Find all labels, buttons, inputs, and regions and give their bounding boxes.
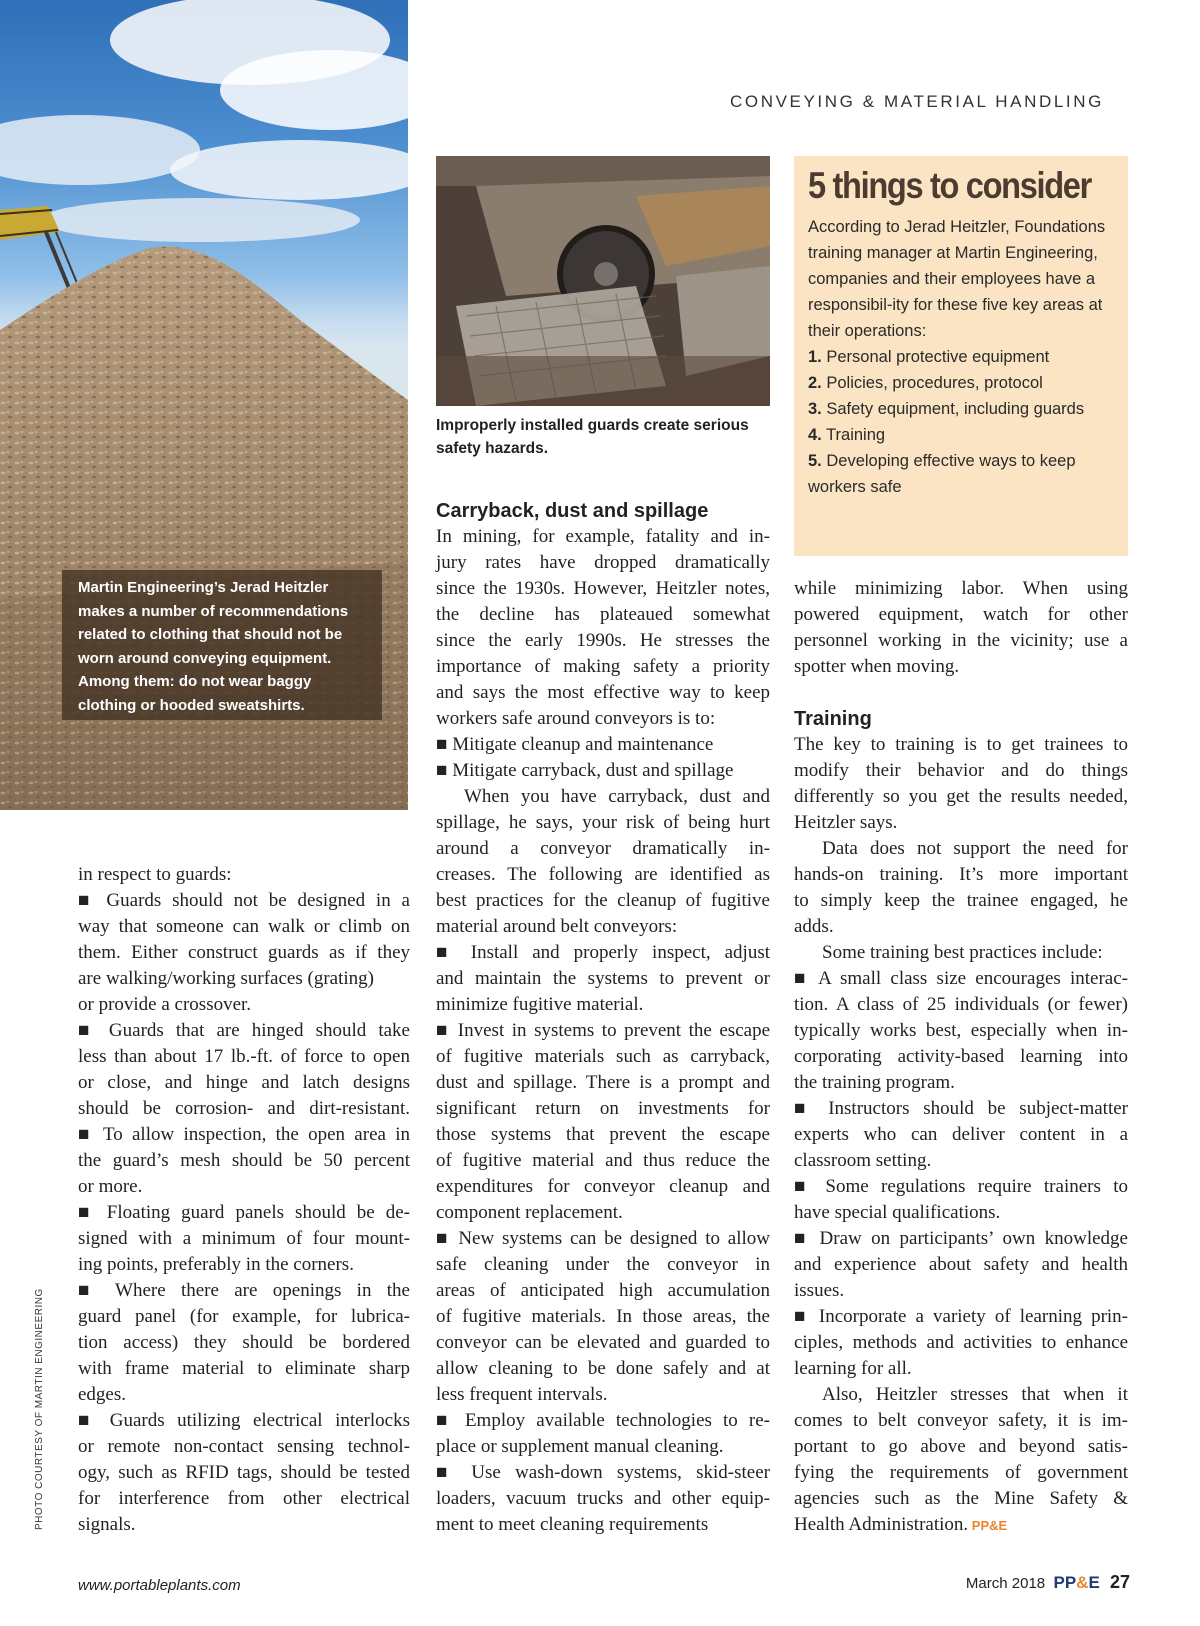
text-line: in respect to guards: [78, 864, 232, 885]
text-line: ment to meet cleaning requirements [436, 1514, 709, 1535]
text-line: the guard’s mesh should be 50 percent [78, 1150, 410, 1171]
list-item: 1. Personal protective equipment [808, 348, 1050, 366]
article-column-1 [78, 862, 410, 1538]
section-title: CONVEYING & MATERIAL HANDLING [730, 92, 1104, 111]
text-line: powered equipment, watch for other [794, 604, 1128, 625]
text-line: Also, Heitzler stresses that when it [822, 1384, 1128, 1405]
text-line: ciples, methods and activities to enhance [794, 1332, 1128, 1353]
text-line: and experience about safety and health [794, 1254, 1128, 1275]
text-line: less than about 17 lb.-ft. of force to open [78, 1046, 410, 1067]
heading-training: Training [794, 708, 872, 730]
text-line: loaders, vacuum trucks and other equip- [436, 1488, 770, 1509]
text-line: issues. [794, 1280, 845, 1301]
text-line: of fugitive materials such as carryback, [436, 1046, 770, 1067]
text-line: differently so you get the results needed, [794, 786, 1128, 807]
text-line: portant to go above and beyond satis- [794, 1436, 1128, 1457]
text-line: typically works best, especially when in- [794, 1020, 1128, 1041]
list-item: 4. Training [808, 426, 886, 444]
text-line: of fugitive material and thus reduce the [436, 1150, 770, 1171]
magazine-e: E [1088, 1573, 1100, 1592]
text-line: guard panel (for example, for lubrica- [78, 1306, 410, 1327]
column-3-body-a [794, 576, 1128, 680]
text-line: In mining, for example, fatality and in- [436, 526, 770, 547]
text-line: signals. [78, 1514, 136, 1535]
text-line: ogy, such as RFID tags, should be tested [78, 1462, 410, 1483]
text-line: ■ Incorporate a variety of learning prin- [794, 1306, 1128, 1327]
text-line: ■ Draw on participants’ own knowledge [794, 1228, 1128, 1249]
text-line: while minimizing labor. When using [794, 578, 1128, 599]
text-line: ■ Guards utilizing electrical interlocks [78, 1410, 410, 1431]
text-line: best practices for the cleanup of fugitive [436, 890, 770, 911]
footer-folio [966, 1572, 1130, 1593]
text-line: modify their behavior and do things [794, 760, 1128, 781]
text-line: of fugitive materials. In those areas, the [436, 1306, 770, 1327]
text-line: jury rates have dropped dramatically [436, 552, 770, 573]
text-line: ■ Use wash-down systems, skid-steer [436, 1462, 770, 1483]
end-of-article-mark: PP&E [968, 1518, 1008, 1533]
text-line: with frame material to eliminate sharp [78, 1358, 410, 1379]
conveyor-guard-illustration [436, 156, 770, 406]
text-line: have special qualifications. [794, 1202, 1001, 1223]
text-line: ■ A small class size encourages interac- [794, 968, 1128, 989]
text-line: spillage, he says, your risk of being hurt [436, 812, 770, 833]
text-line: hands-on training. It’s more important [794, 864, 1128, 885]
issue-date: March 2018 [965, 1575, 1046, 1592]
text-line: Heitzler says. [794, 812, 898, 833]
text-line: ■ Invest in systems to prevent the escape [436, 1020, 770, 1041]
guard-photo-caption: Improperly installed guards create serious safety hazards. [436, 417, 749, 457]
text-line: around a conveyor dramatically in- [436, 838, 770, 859]
text-line: edges. [78, 1384, 127, 1405]
text-line: ■ To allow inspection, the open area in [78, 1124, 410, 1145]
text-line: ■ New systems can be designed to allow [436, 1228, 770, 1249]
article-column-2 [436, 498, 770, 1538]
text-line: Some training best practices include: [822, 942, 1103, 963]
text-line: or close, and hinge and latch designs [78, 1072, 410, 1093]
text-line: adds. [794, 916, 834, 937]
text-line: learning for all. [794, 1358, 912, 1379]
text-line: corporating activity-based learning into [794, 1046, 1128, 1067]
magazine-pp: PP [1053, 1573, 1077, 1592]
text-line: comes to belt conveyor safety, it is im- [794, 1410, 1128, 1431]
text-line: ■ Guards should not be designed in a [78, 890, 410, 911]
text-line: ■ Mitigate carryback, dust and spillage [436, 760, 734, 781]
text-line: expenditures for conveyor cleanup and [436, 1176, 770, 1197]
text-line: ■ Where there are openings in the [78, 1280, 410, 1301]
text-line: allow cleaning to be done safely and at [436, 1358, 770, 1379]
guard-photo [436, 156, 770, 406]
hero-caption-box [62, 570, 382, 720]
text-line: since the early 1990s. He stresses the [436, 630, 770, 651]
text-line: fying the requirements of government [794, 1462, 1128, 1483]
text-line: safe cleaning under the conveyor in [436, 1254, 770, 1275]
list-item: 5. Developing effective ways to keep workers safe [808, 452, 1076, 496]
text-line: or more. [78, 1176, 143, 1197]
sidebar-intro: According to Jerad Heitzler, Foundations training manager at Martin Engineering, companies and their employees have a responsibil-ity for these five key areas at their operations: [808, 218, 1106, 340]
text-line: workers safe around conveyors is to: [436, 708, 716, 729]
text-line: ■ Guards that are hinged should take [78, 1020, 410, 1041]
text-line: conveyor can be elevated and guarded to [436, 1332, 770, 1353]
text-line: or provide a crossover. [78, 994, 252, 1015]
text-line: way that someone can walk or climb on [78, 916, 410, 937]
text-line: are walking/working surfaces (grating) [78, 968, 374, 989]
text-line: importance of making safety a priority [436, 656, 770, 677]
text-line: areas of anticipated high accumulation [436, 1280, 770, 1301]
text-line: less frequent intervals. [436, 1384, 608, 1405]
column-3-body-b [794, 732, 1128, 1539]
text-line: and says the most effective way to keep [436, 682, 770, 703]
text-line: Data does not support the need for [822, 838, 1128, 859]
text-line: or remote non-contact sensing technol- [78, 1436, 410, 1457]
text-line: for interference from other electrical [78, 1488, 410, 1509]
text-line: ■ Mitigate cleanup and maintenance [436, 734, 714, 755]
list-item: 2. Policies, procedures, protocol [808, 374, 1043, 392]
sidebar-five-things [794, 156, 1128, 556]
footer-url: www.portableplants.com [78, 1577, 241, 1594]
text-line: ■ Floating guard panels should be de- [78, 1202, 410, 1223]
text-line: experts who can deliver content in a [794, 1124, 1128, 1145]
text-line: ■ Install and properly inspect, adjust [436, 942, 770, 963]
text-line: ■ Employ available technologies to re- [436, 1410, 770, 1431]
text-line: should be corrosion- and dirt-resistant. [78, 1098, 410, 1119]
text-line: material around belt conveyors: [436, 916, 678, 937]
text-line: spotter when moving. [794, 656, 960, 677]
text-line: those systems that prevent the escape [436, 1124, 770, 1145]
text-line: dust and spillage. There is a prompt and [436, 1072, 770, 1093]
text-line: ■ Instructors should be subject-matter [794, 1098, 1128, 1119]
hero-photo [0, 0, 408, 810]
text-line: to simply keep the trainee engaged, he [794, 890, 1128, 911]
text-line: personnel working in the vicinity; use a [794, 630, 1128, 651]
article-column-3 [794, 576, 1128, 1539]
text-line: Health Administration. PP&E [794, 1514, 1008, 1535]
text-line: significant return on investments for [436, 1098, 770, 1119]
sidebar-title: 5 things to consider [808, 165, 1091, 206]
list-item: 3. Safety equipment, including guards [808, 400, 1085, 418]
text-line: them. Either construct guards as if they [78, 942, 410, 963]
text-line: the decline has plateaued somewhat [436, 604, 770, 625]
text-line: tion. A class of 25 individuals (or fewer) [794, 994, 1128, 1015]
hero-caption: Martin Engineering’s Jerad Heitzler makes a number of recommendations related to clothing that should not be worn around conveying equipment. Among them: do not wear baggy clothing or hooded sweatshirts. [78, 579, 349, 714]
text-line: ■ Some regulations require trainers to [794, 1176, 1128, 1197]
text-line: since the 1930s. However, Heitzler notes, [436, 578, 770, 599]
text-line: component replacement. [436, 1202, 623, 1223]
sidebar-list [808, 344, 1114, 500]
text-line: signed with a minimum of four mount- [78, 1228, 410, 1249]
column-2-body [436, 524, 770, 1538]
page-number: 27 [1109, 1572, 1130, 1592]
text-line: When you have carryback, dust and [464, 786, 770, 807]
text-line: tion access) they should be bordered [78, 1332, 410, 1353]
heading-carryback: Carryback, dust and spillage [436, 500, 709, 522]
text-line: agencies such as the Mine Safety & [794, 1488, 1128, 1509]
text-line: The key to training is to get trainees to [794, 734, 1128, 755]
text-line: ing points, preferably in the corners. [78, 1254, 354, 1275]
text-line: the training program. [794, 1072, 955, 1093]
text-line: creases. The following are identified as [436, 864, 770, 885]
text-line: and maintain the systems to prevent or [436, 968, 770, 989]
magazine-amp: & [1076, 1573, 1089, 1592]
text-line: minimize fugitive material. [436, 994, 644, 1015]
photo-credit: PHOTO COURTESY OF MARTIN ENGINEERING [34, 1288, 45, 1530]
text-line: place or supplement manual cleaning. [436, 1436, 724, 1457]
text-line: classroom setting. [794, 1150, 932, 1171]
